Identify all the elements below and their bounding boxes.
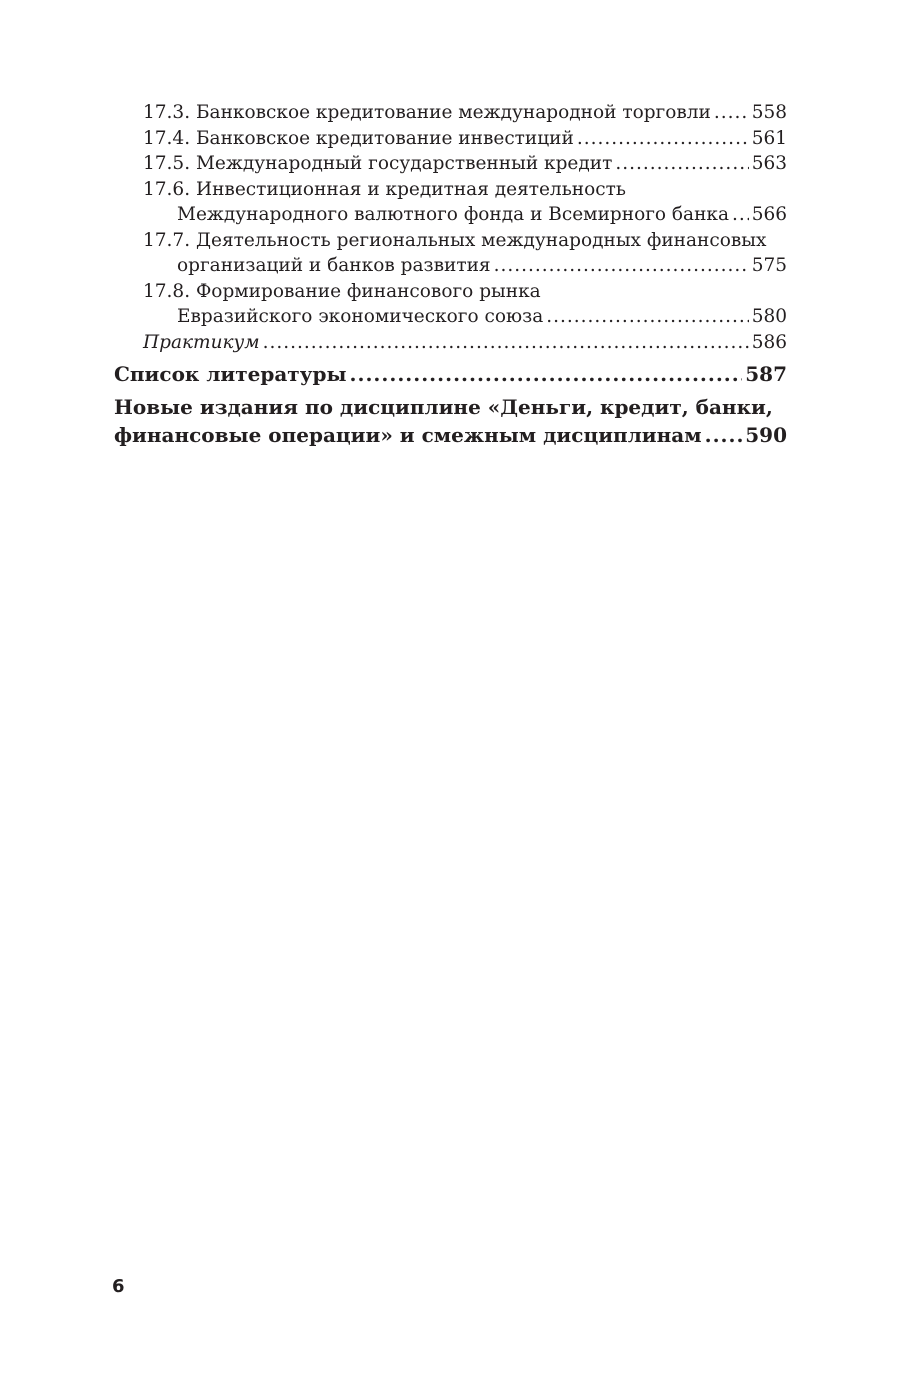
toc-entry-title: Новые издания по дисциплине «Деньги, кредит, банки,: [114, 395, 773, 419]
toc-entry-title: 17.4. Банковское кредитование инвестиций: [143, 127, 574, 149]
toc-entry-title: Список литературы: [114, 362, 347, 386]
dot-leader: [350, 360, 743, 388]
toc-entry-title: 17.5. Международный государственный кредит: [143, 153, 613, 174]
toc-entry-title-continued: финансовые операции» и смежным дисциплинам: [114, 423, 702, 447]
toc-entry-17-8[interactable]: [114, 279, 787, 330]
table-of-contents: [114, 100, 787, 449]
dot-leader: [577, 126, 749, 152]
dot-leader: [263, 330, 749, 356]
toc-entry-title: 17.3. Банковское кредитование международной торговли: [143, 102, 711, 123]
toc-page-number: 566: [751, 204, 787, 225]
toc-entry-title: Практикум: [143, 331, 260, 353]
dot-leader: [494, 253, 749, 279]
toc-entry-17-7[interactable]: [114, 228, 787, 279]
toc-entry-17-4[interactable]: [114, 126, 787, 152]
toc-entry-title-continued: Евразийского экономического союза: [177, 306, 544, 327]
footer-page-number: 6: [112, 1276, 125, 1297]
toc-entry-new-editions[interactable]: [114, 393, 787, 449]
dot-leader: [546, 304, 748, 330]
toc-page-number: 580: [751, 306, 787, 327]
toc-page-number: 590: [745, 423, 787, 447]
dot-leader: [714, 100, 749, 126]
toc-entry-title: 17.8. Формирование финансового рынка: [143, 280, 541, 302]
toc-page-number: 563: [751, 153, 787, 174]
toc-entry-17-3[interactable]: [114, 100, 787, 126]
toc-entry-bibliography[interactable]: [114, 360, 787, 388]
toc-page-number: 561: [751, 127, 787, 149]
toc-entry-title-continued: Международного валютного фонда и Всемирного банка: [177, 204, 730, 225]
dot-leader: [705, 421, 743, 449]
toc-entry-17-6[interactable]: [114, 177, 787, 228]
toc-entry-17-5[interactable]: [114, 151, 787, 177]
toc-page-number: 575: [751, 255, 787, 276]
toc-page-number: 586: [751, 331, 787, 353]
toc-page-number: 558: [751, 102, 787, 123]
toc-page-number: 587: [745, 362, 787, 386]
dot-leader: [732, 202, 749, 228]
toc-entry-practicum[interactable]: [114, 330, 787, 356]
toc-entry-title-continued: организаций и банков развития: [177, 255, 491, 276]
toc-entry-title: 17.6. Инвестиционная и кредитная деятельность: [143, 178, 626, 200]
toc-entry-title: 17.7. Деятельность региональных международных финансовых: [143, 229, 767, 251]
dot-leader: [615, 151, 748, 177]
